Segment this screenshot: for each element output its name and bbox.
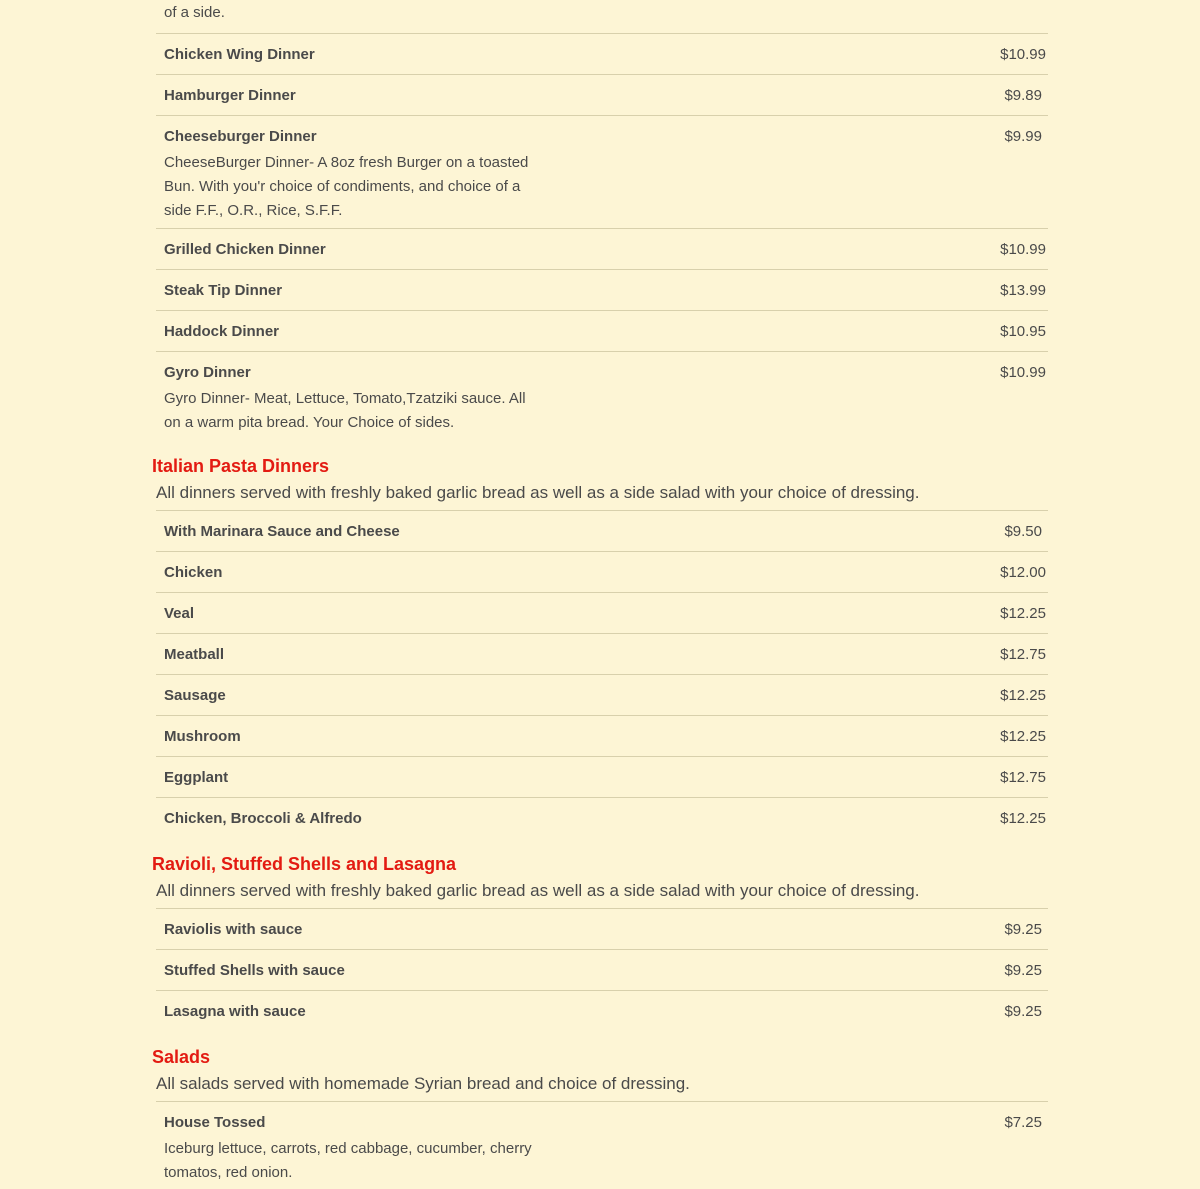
menu-item [156, 633, 1048, 674]
item-price: $12.25 [1000, 810, 1046, 827]
item-name: Raviolis with sauce [164, 921, 303, 938]
item-name: Lasagna with sauce [164, 1003, 306, 1020]
item-price: $13.99 [1000, 282, 1046, 299]
item-price: $9.99 [1004, 128, 1042, 145]
item-price: $9.25 [1004, 1003, 1042, 1020]
menu-item [156, 990, 1048, 1031]
item-name: Gyro Dinner [164, 364, 251, 381]
menu-item [156, 592, 1048, 633]
item-price: $10.99 [1000, 364, 1046, 381]
item-name: Chicken, Broccoli & Alfredo [164, 810, 362, 827]
item-name: Mushroom [164, 728, 241, 745]
menu-item [156, 74, 1048, 115]
item-name: Sausage [164, 687, 226, 704]
section-note: All dinners served with freshly baked garlic bread as well as a side salad with your choice of dressing. [156, 483, 920, 502]
item-name: Grilled Chicken Dinner [164, 241, 326, 258]
item-name: House Tossed [164, 1114, 266, 1131]
menu-item [156, 674, 1048, 715]
item-name: Cheeseburger Dinner [164, 128, 317, 145]
item-name: Meatball [164, 646, 225, 663]
menu-item [156, 715, 1048, 756]
item-description: CheeseBurger Dinner- A 8oz fresh Burger on a toasted Bun. With you'r choice of condiments, and choice of a side F.F., O.R., Rice, S.F.F. [164, 154, 529, 219]
item-price: $12.25 [1000, 687, 1046, 704]
item-price: $9.25 [1004, 962, 1042, 979]
section-note: All salads served with homemade Syrian bread and choice of dressing. [156, 1074, 690, 1093]
item-description: Iceburg lettuce, carrots, red cabbage, cucumber, cherry tomatos, red onion. [164, 1140, 532, 1181]
item-price: $12.75 [1000, 769, 1046, 786]
item-price: $10.99 [1000, 241, 1046, 258]
menu-item [156, 797, 1048, 838]
item-name: Stuffed Shells with sauce [164, 962, 345, 979]
item-price: $12.25 [1000, 605, 1046, 622]
menu-item [156, 33, 1048, 74]
section-title: Ravioli, Stuffed Shells and Lasagna [152, 854, 457, 874]
menu-item [156, 269, 1048, 310]
menu-item [156, 949, 1048, 990]
menu-item [156, 510, 1048, 551]
item-description-fragment: of a side. [164, 4, 225, 21]
item-name: Hamburger Dinner [164, 87, 296, 104]
section-title: Italian Pasta Dinners [152, 456, 330, 476]
menu-item [156, 115, 1048, 228]
item-price: $9.89 [1004, 87, 1042, 104]
menu-item [156, 310, 1048, 351]
menu-item [156, 1101, 1048, 1189]
item-name: Veal [164, 605, 195, 622]
item-description: Gyro Dinner- Meat, Lettuce, Tomato,Tzatziki sauce. All on a warm pita bread. Your Choice of sides. [164, 390, 526, 431]
section-note: All dinners served with freshly baked garlic bread as well as a side salad with your choice of dressing. [156, 881, 920, 900]
item-price: $12.25 [1000, 728, 1046, 745]
item-name: Eggplant [164, 769, 229, 786]
menu-item [156, 908, 1048, 949]
item-name: With Marinara Sauce and Cheese [164, 523, 400, 540]
menu-item [156, 756, 1048, 797]
item-price: $12.00 [1000, 564, 1046, 581]
menu-item [156, 351, 1048, 440]
menu-item [156, 551, 1048, 592]
item-name: Chicken [164, 564, 223, 581]
item-price: $9.25 [1004, 921, 1042, 938]
section-title: Salads [152, 1047, 211, 1067]
item-name: Steak Tip Dinner [164, 282, 283, 299]
item-price: $10.95 [1000, 323, 1046, 340]
item-price: $7.25 [1004, 1114, 1042, 1131]
menu-item [156, 228, 1048, 269]
item-price: $12.75 [1000, 646, 1046, 663]
item-name: Chicken Wing Dinner [164, 46, 315, 63]
item-name: Haddock Dinner [164, 323, 280, 340]
item-price: $9.50 [1004, 523, 1042, 540]
item-price: $10.99 [1000, 46, 1046, 63]
